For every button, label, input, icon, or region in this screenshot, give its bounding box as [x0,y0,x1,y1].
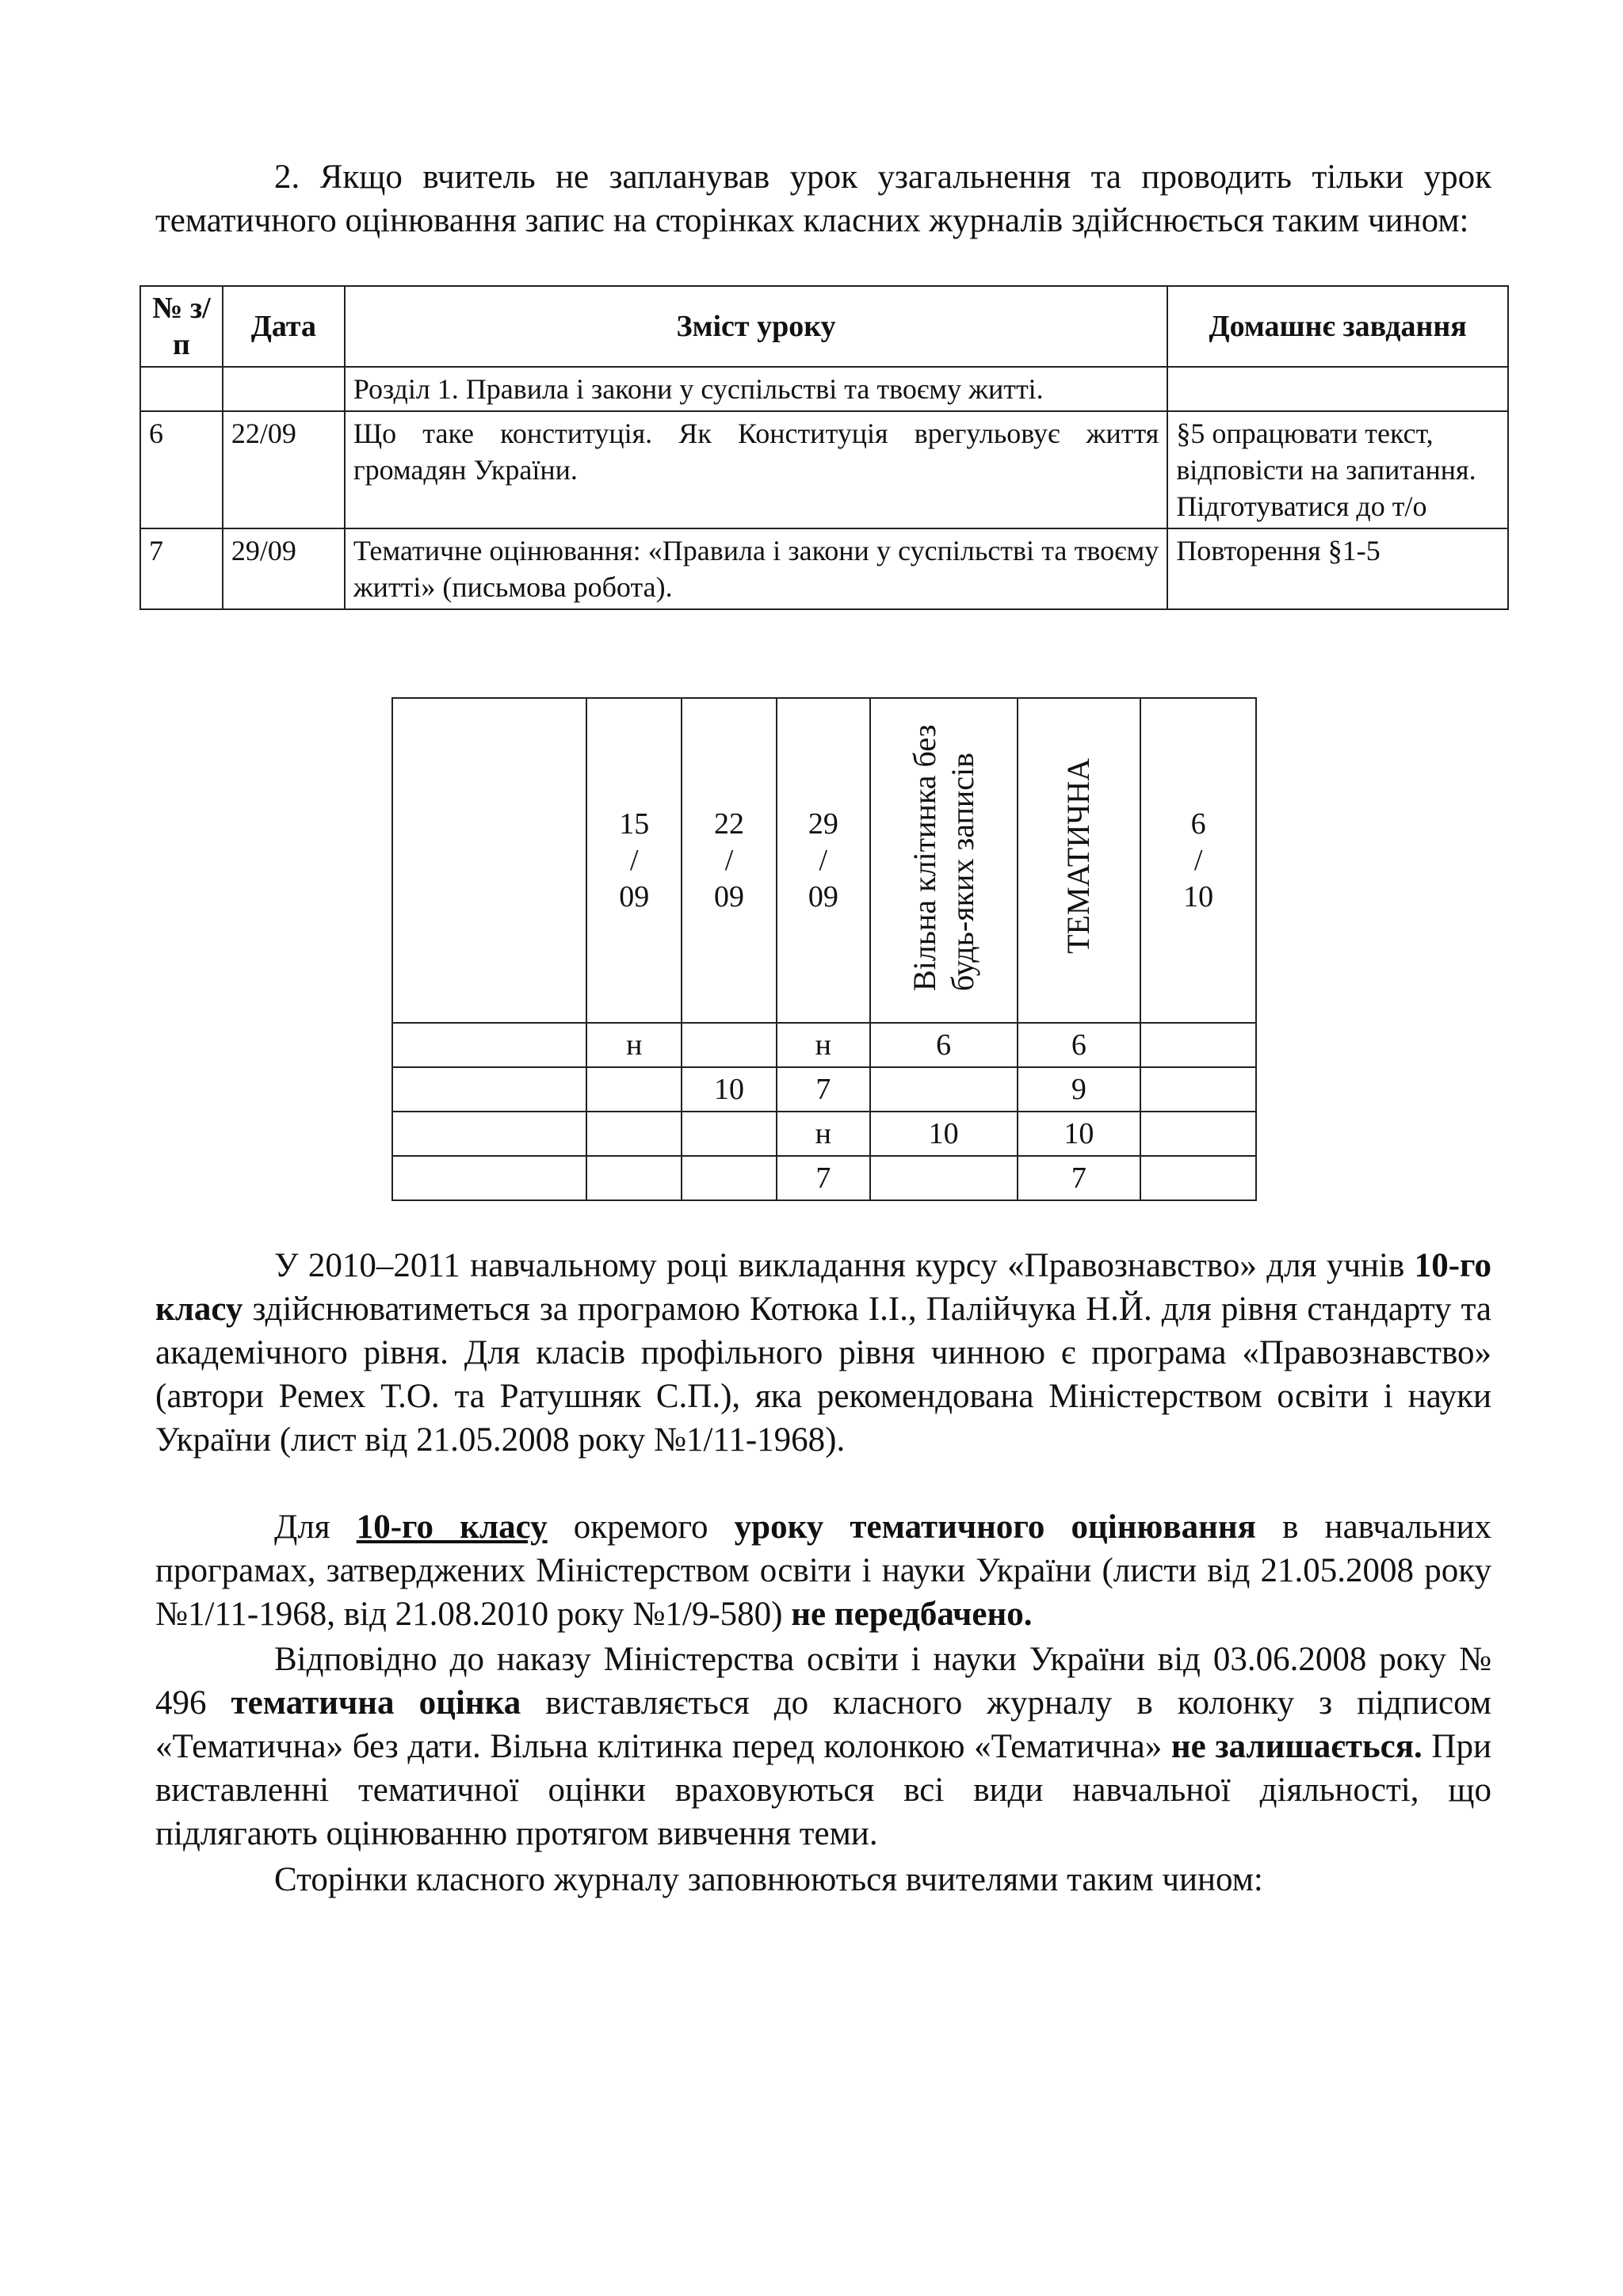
journal-date-2: 22 / 09 [682,698,777,1023]
journal-cell: 10 [870,1112,1018,1156]
journal-cell [870,1156,1018,1200]
journal-cell: 10 [1018,1112,1141,1156]
header-number: № з/п [140,286,223,367]
journal-thematic-header: ТЕМАТИЧНА [1018,698,1141,1023]
intro-paragraph [155,155,1500,242]
paragraph-no-thematic-lesson: Для 10-го класу окремого уроку тематичного оцінювання в навчальних програмах, затверджених Міністерством освіти і науки України (листи від 21.05.2008 року №1/11-1968, від 21.08.2010 року №1/9-580) не передбачено. [155,1508,1500,1633]
row-homework: Повторення §1-5 [1167,528,1508,609]
journal-cell: 9 [1018,1067,1141,1112]
journal-date-1: 15 / 09 [586,698,682,1023]
section-date-cell [223,367,345,411]
row-number: 6 [140,411,223,528]
journal-name-header [392,698,586,1023]
row-number: 7 [140,528,223,609]
section-title: Розділ 1. Правила і закони у суспільстві та твоєму житті. [345,367,1168,411]
journal-cell [586,1112,682,1156]
paragraph-thematic-grade: Відповідно до наказу Міністерства освіти і науки України від 03.06.2008 року № 496 тематична оцінка виставляється до класного журналу в колонку з підписом «Тематична» без дати. Вільна клітинка перед колонкою «Тематична» не залишається. При виставленні тематичної оцінки враховуються всі види навчальної діяльності, що підлягають оцінюванню протягом вивчення теми. [155,1641,1500,1852]
header-date: Дата [223,286,345,367]
paragraph-program: У 2010–2011 навчальному році викладання курсу «Правознавство» для учнів 10-го класу здійснюватиметься за програмою Котюка І.І., Палійчука Н.Й. для рівня стандарту та академічного рівня. Для класів профільного рівня чинною є програма «Правознавство» (автори Ремех Т.О. та Ратушняк С.П.), яка рекомендована Міністерством освіти і науки України (лист від 21.05.2008 року №1/11-1968). [155,1247,1500,1459]
journal-cell [1140,1112,1256,1156]
journal-cell [1140,1067,1256,1112]
journal-cell [682,1156,777,1200]
journal-row [392,1112,1256,1156]
journal-row [392,1023,1256,1067]
section-row [140,367,1508,411]
journal-cell [682,1112,777,1156]
row-content: Що таке конституція. Як Конституція врегульовує життя громадян України. [345,411,1168,528]
journal-table [391,697,1257,1201]
journal-cell [392,1023,586,1067]
journal-cell: н [777,1112,870,1156]
journal-cell: 6 [1018,1023,1141,1067]
journal-cell: 7 [1018,1156,1141,1200]
journal-date-3: 29 / 09 [777,698,870,1023]
header-content: Зміст уроку [345,286,1168,367]
lessons-header-row [140,286,1508,367]
section-homework-cell [1167,367,1508,411]
journal-cell: 7 [777,1156,870,1200]
section-num-cell [140,367,223,411]
journal-free-cell-header: Вільна клітинка без будь-яких записів [870,698,1018,1023]
journal-row [392,1156,1256,1200]
lessons-table [139,285,1509,610]
journal-cell [392,1156,586,1200]
row-homework: §5 опрацювати текст, відповісти на запитання. Підготуватися до т/о [1167,411,1508,528]
journal-cell [870,1067,1018,1112]
journal-cell: н [777,1023,870,1067]
table-row [140,528,1508,609]
paragraph-journal-pages: Сторінки класного журналу заповнюються вчителями таким чином: [274,1861,1263,1898]
journal-cell [1140,1156,1256,1200]
journal-cell: 7 [777,1067,870,1112]
journal-cell [682,1023,777,1067]
row-date: 22/09 [223,411,345,528]
journal-row [392,1067,1256,1112]
row-content: Тематичне оцінювання: «Правила і закони у суспільстві та твоєму житті» (письмова робота). [345,528,1168,609]
journal-cell: н [586,1023,682,1067]
intro-text: 2. Якщо вчитель не запланував урок узагальнення та проводить тільки урок тематичного оцінювання запис на сторінках класних журналів здійснюється таким чином: [155,158,1500,239]
row-date: 29/09 [223,528,345,609]
journal-cell [586,1156,682,1200]
journal-cell: 6 [870,1023,1018,1067]
journal-cell [1140,1023,1256,1067]
header-homework: Домашнє завдання [1167,286,1508,367]
journal-cell: 10 [682,1067,777,1112]
journal-cell [392,1112,586,1156]
table-row [140,411,1508,528]
journal-cell [586,1067,682,1112]
journal-date-last: 6 / 10 [1140,698,1256,1023]
journal-header-row [392,698,1256,1023]
journal-cell [392,1067,586,1112]
